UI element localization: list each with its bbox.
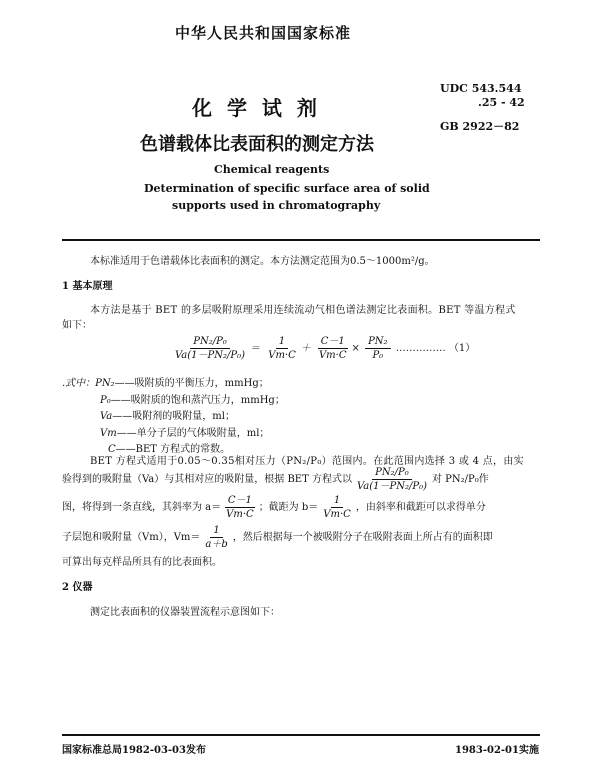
footer-rule [62, 734, 540, 736]
header-rule [62, 239, 540, 241]
bet-plot-para: 验得到的吸附量（Va）与其相对应的吸附量，根据 BET 方程式以 $\frac{\text{PN₂/P₀}}{\text{Va(1－PN₂/P₀)}}$ 对 PN₂/P₀作 [62, 467, 489, 492]
eq-t2-den: Vm·C [318, 350, 347, 361]
bet-range-para: BET 方程式适用于0.05～0.35相对压力（PN₂/P₀）范围内。在此范围内选择 3 或 4 点，由实 [90, 456, 524, 467]
issued-date: 国家标准总局1982-03-03发布 [62, 745, 206, 756]
english-category: Chemical reagents [214, 163, 330, 176]
surface-area-para: 可算出每克样品所具有的比表面积。 [62, 557, 222, 568]
english-title-line2: supports used in chromatography [172, 199, 381, 212]
definition-row: .式中：PN₂——吸附质的平衡压力，mmHg； [62, 378, 269, 389]
monolayer-para: 子层饱和吸附量（Vm），Vm＝ $\frac{1}{a+b}$ ，然后根据每一个被吸附分子在吸附表面上所占有的面积即 [62, 525, 493, 550]
slope-intercept-para: 图，将得到一条直线，其斜率为 a＝ $\frac{C-1}{Vm\cdot C}$ ；截距为 b＝ $\frac{1}{Vm\cdot C}$ ，由斜率和截距可以求得单分 [62, 495, 486, 520]
definition-row: C——BET 方程式的常数。 [108, 444, 231, 455]
udc-code: UDC 543.544 [440, 82, 522, 95]
bet-equation: $\frac{\text{PN₂/P₀}}{\text{Va(1－PN₂/P₀)}}$ ＝ $\frac{1}{Vm\cdot C}$ ＋ $\frac{C-1}{Vm\cdot C}$ × $\frac{\text{PN₂}}{\text{P₀}}$ …………… （1） [170, 335, 475, 362]
section-1-para-cont: 如下： [62, 320, 92, 331]
definition-row: Va——吸附剂的吸附量，ml； [100, 411, 235, 422]
definition-row: P₀——吸附质的饱和蒸汽压力，mmHg； [100, 394, 285, 406]
eq-t3-num: PN₂ [365, 335, 391, 349]
udc-code-cont: .25 - 42 [478, 96, 525, 109]
english-title-line1: Determination of specific surface area of solid [144, 182, 430, 195]
section-1-heading: 1 基本原理 [62, 281, 113, 292]
section-1-para: 本方法是基于 BET 的多层吸附原理采用连续流动气相色谱法测定比表面积。BET 等温方程式 [90, 305, 516, 316]
eq-t1-num: 1 [276, 335, 288, 349]
category-title: 化 学 试 剂 [192, 96, 321, 120]
effective-date: 1983-02-01实施 [455, 745, 539, 756]
eq-t2-num: C－1 [318, 335, 348, 349]
gb-number: GB 2922－82 [440, 120, 520, 133]
eq-lhs-num: PN₂/P₀ [190, 335, 230, 349]
definition-row: Vm——单分子层的气体吸附量，ml； [100, 427, 270, 439]
section-2-para: 测定比表面积的仪器装置流程示意图如下： [90, 607, 280, 618]
eq-t1-den: Vm·C [268, 350, 296, 361]
eq-number: …………… （1） [395, 343, 476, 354]
symbol-definitions [62, 376, 285, 459]
intro-paragraph: 本标准适用于色谱载体比表面积的测定。本方法测定范围为0.5～1000m²/g。 [90, 256, 435, 267]
national-standard-label: 中华人民共和国国家标准 [175, 24, 352, 42]
eq-t3-den: P₀ [372, 350, 384, 361]
section-2-heading: 2 仪器 [62, 582, 93, 593]
eq-lhs-den: Va(1－PN₂/P₀) [175, 350, 246, 361]
document-title: 色谱载体比表面积的测定方法 [140, 134, 374, 155]
